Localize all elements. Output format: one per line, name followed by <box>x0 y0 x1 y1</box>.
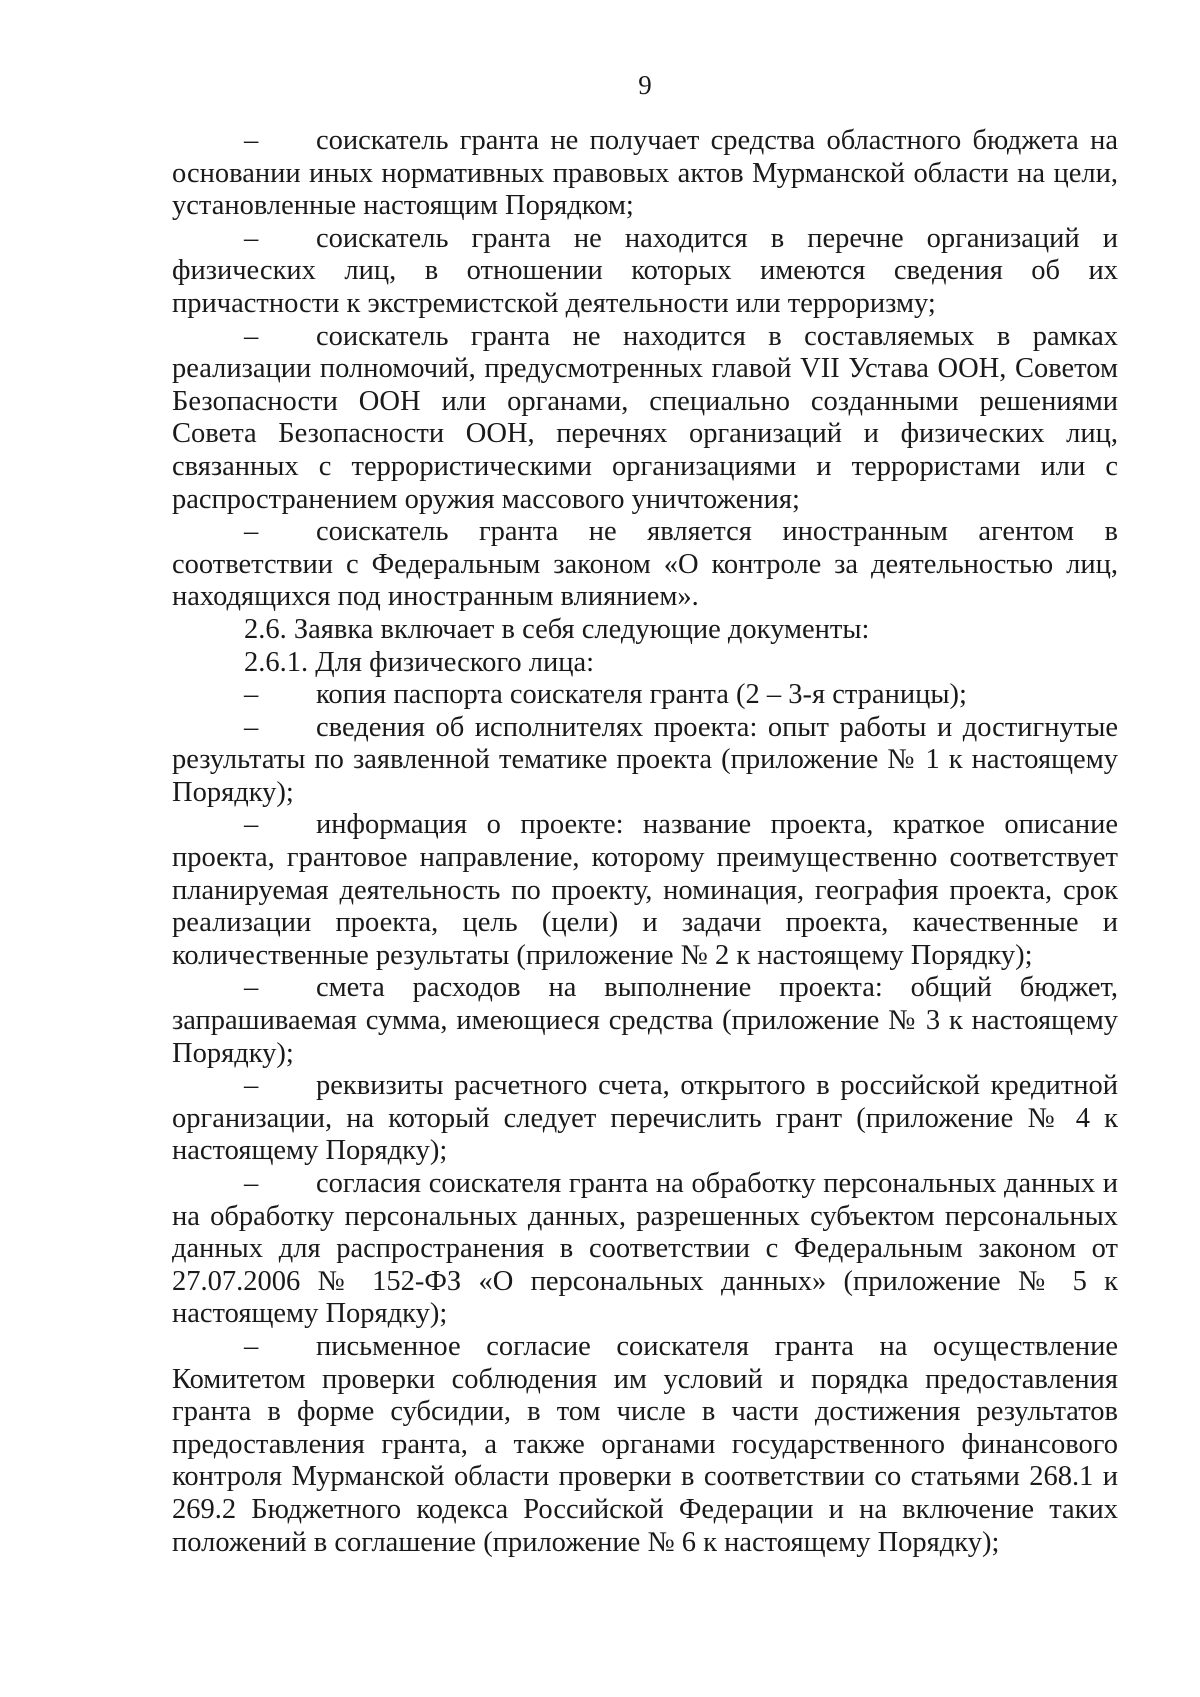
dash-marker: – <box>244 1070 259 1102</box>
subsection-heading: 2.6.1. Для физического лица: <box>244 646 595 678</box>
list-item <box>172 516 1118 614</box>
list-item <box>172 223 1118 321</box>
list-item-text: сведения об исполнителях проекта: опыт работы и достигнутые результаты по заявленной тематике проекта (приложение № 1 к настоящему Порядку); <box>172 711 1118 808</box>
list-item <box>172 1331 1118 1559</box>
list-item <box>172 809 1118 972</box>
list-item-text: соискатель гранта не является иностранным агентом в соответствии с Федеральным законом «О контроле за деятельностью лиц, находящихся под иностранным влиянием». <box>172 516 1118 613</box>
list-item <box>172 321 1118 517</box>
list-item <box>172 712 1118 810</box>
list-item-text: соискатель гранта не находится в составляемых в рамках реализации полномочий, предусмотренных главой VII Устава ООН, Советом Безопасности ООН или органами, специально созданными решениями Совета Безопасности ООН, перечнях организаций и физических лиц, связанных с террористическими организациями и террористами или с распространением оружия массового уничтожения; <box>172 320 1118 515</box>
dash-marker: – <box>244 1168 259 1199</box>
dash-marker: – <box>244 222 259 254</box>
dash-marker: – <box>244 320 259 352</box>
dash-marker: – <box>244 125 259 156</box>
list-item <box>172 1168 1118 1331</box>
list-item <box>172 972 1118 1070</box>
list-item-text: реквизиты расчетного счета, открытого в российской кредитной организации, на который следует перечислить грант (приложение № 4 к настоящему Порядку); <box>172 1070 1118 1167</box>
dash-marker: – <box>244 972 259 1004</box>
dash-marker: – <box>244 1330 259 1362</box>
dash-marker: – <box>244 679 259 711</box>
list-item-text: информация о проекте: название проекта, краткое описание проекта, грантовое направление, которому преимущественно соответствует планируемая деятельность по проекту, номинация, география проекта, срок реализации проекта, цель (цели) и задачи проекта, качественные и количественные результаты (приложение № 2 к настоящему Порядку); <box>172 809 1118 971</box>
list-item-text: письменное согласие соискателя гранта на осуществление Комитетом проверки соблюдения им условий и порядка предоставления гранта в форме субсидии, в том числе в части достижения результатов предоставления гранта, а также органами государственного финансового контроля Мурманской области проверки в соответствии со статьями 268.1 и 269.2 Бюджетного кодекса Российской Федерации и на включение таких положений в соглашение (приложение № 6 к настоящему Порядку); <box>172 1330 1118 1558</box>
list-item <box>172 679 1118 712</box>
list-item-text: согласия соискателя гранта на обработку персональных данных и на обработку персональных данных, разрешенных субъектом персональных данных для распространения в соответствии с Федеральным законом от 27.07.2006 № 152-ФЗ «О персональных данных» (приложение № 5 к настоящему Порядку); <box>172 1168 1118 1330</box>
list-item-text: копия паспорта соискателя гранта (2 – 3-я страницы); <box>316 679 967 711</box>
list-item-text: смета расходов на выполнение проекта: общий бюджет, запрашиваемая сумма, имеющиеся средства (приложение № 3 к настоящему Порядку); <box>172 972 1118 1069</box>
document-body <box>172 125 1118 1559</box>
dash-marker: – <box>244 711 259 743</box>
list-item-text: соискатель гранта не находится в перечне организаций и физических лиц, в отношении которых имеются сведения об их причастности к экстремистской деятельности или терроризму; <box>172 222 1118 319</box>
dash-marker: – <box>244 809 259 841</box>
list-item <box>172 125 1118 223</box>
page-number: 9 <box>638 70 652 100</box>
section-heading: 2.6. Заявка включает в себя следующие документы: <box>244 613 870 645</box>
list-item-text: соискатель гранта не получает средства областного бюджета на основании иных нормативных правовых актов Мурманской области на цели, установленные настоящим Порядком; <box>172 125 1118 222</box>
list-item <box>172 1070 1118 1168</box>
dash-marker: – <box>244 516 259 548</box>
